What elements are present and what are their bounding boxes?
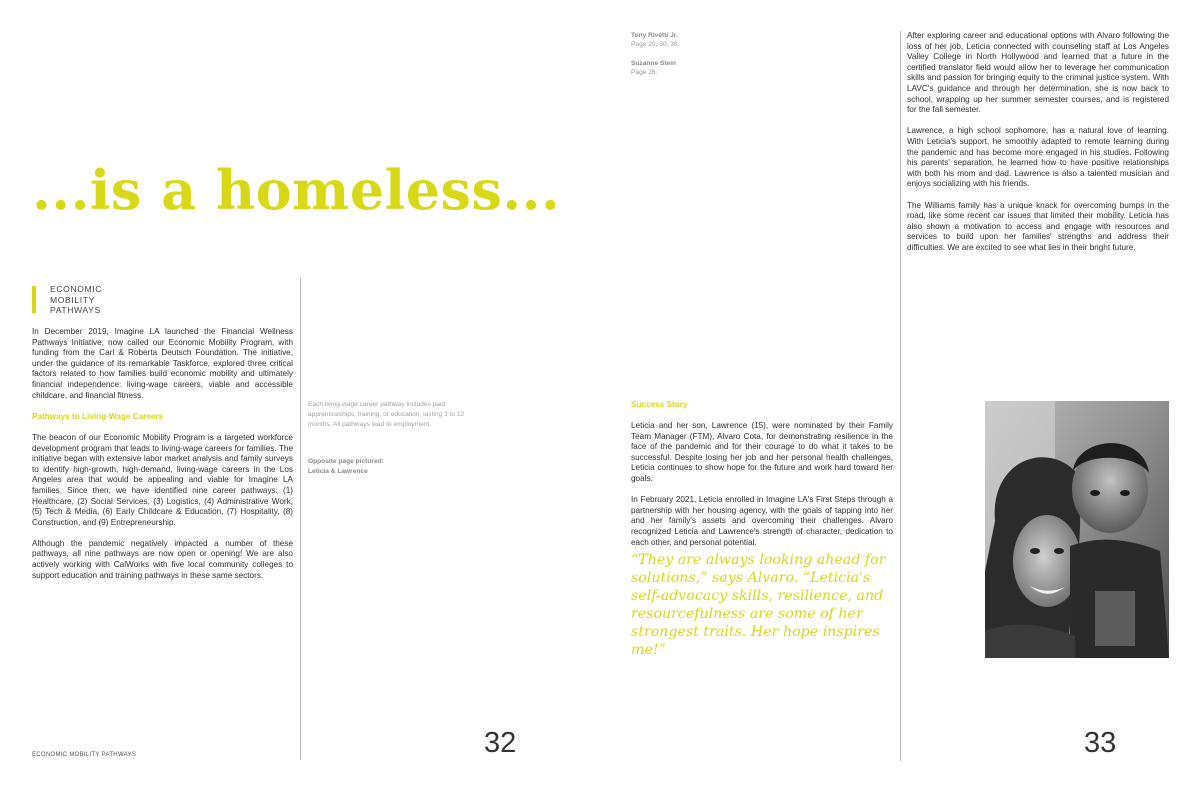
column-divider xyxy=(300,278,301,760)
column-divider xyxy=(900,31,901,761)
opposite-caption xyxy=(308,457,480,476)
opposite-names: Leticia & Lawrence xyxy=(308,467,368,475)
photo-credits xyxy=(631,31,751,87)
right-story-column xyxy=(907,31,1169,264)
credit-name: Suzanne Stein xyxy=(631,60,677,67)
success-column xyxy=(631,421,893,559)
credit-name: Tony Rivetti Jr. xyxy=(631,32,678,39)
intro-paragraph: In December 2019, Imagine LA launched the Financial Wellness Pathways Initiative, now called our Economic Mobility Program, with funding from the Carl & Roberta Deutsch Foundation. The initiative, under the guidance of its remarkable Taskforce, explored three critical factors related to how families build economic mobility and ultimately financial independence: living-wage careers, viable and accessible childcare, and financial fitness. xyxy=(32,327,293,400)
left-main-column xyxy=(32,327,293,592)
section-label-line: MOBILITY xyxy=(50,294,95,305)
headline: ...is a homeless... xyxy=(32,158,561,222)
sidenote: Each living-wage career pathway includes paid apprenticeships, training, or education, lasting 3 to 12 months. All pathways lead to employment. xyxy=(308,401,465,428)
section-label-line: ECONOMIC xyxy=(50,284,103,294)
footer-label: ECONOMIC MOBILITY PATHWAYS xyxy=(32,752,137,758)
pathways-heading: Pathways to Living-Wage Careers xyxy=(32,411,164,421)
pathways-paragraph: The beacon of our Economic Mobility Program is a targeted workforce development program that leads to living-wage careers for families. The initiative began with extensive labor market analysis and family surveys to identify high-growth, high-demand, living-wage careers in the Los Angeles area that would be appealing and viable for Imagine LA families. Since then, we have identified nine career pathways: (1) Healthcare, (2) Social Services, (3) Logistics, (4) Administrative Work, (5) Tech & Media, (6) Early Childcare & Education, (7) Hospitality, (8) Construction, and (9) Entrepreneurship. xyxy=(32,432,293,527)
success-paragraph: In February 2021, Leticia enrolled in Imagine LA's First Steps through a partnership with her housing agency, with the goals of tapping into her and her family's assets and overcoming their challenges. Alvaro recognized Leticia and Lawrence's strength of character, dedication to each other, and personal potential. xyxy=(631,495,893,547)
pathways-paragraph: Although the pandemic negatively impacted a number of these pathways, all nine pathways are now open or opening! We are also actively working with CalWorks with five local community colleges to support education and training pathways in these same sectors. xyxy=(32,538,293,580)
story-paragraph: The Williams family has a unique knack for overcoming bumps in the road, like some recent car issues that limited their mobility. Leticia has also shown a motivation to access and engage with resources and services to build upon her families' strengths and address their difficulties. We are excited to see what lies in their bright future. xyxy=(907,200,1169,252)
opposite-label: Opposite page pictured: xyxy=(308,458,384,465)
family-photo xyxy=(985,401,1169,658)
section-label-bar xyxy=(32,286,36,313)
section-label xyxy=(50,284,102,316)
page-number-right: 33 xyxy=(1084,727,1117,759)
section-label-line: PATHWAYS xyxy=(50,305,101,315)
story-paragraph: Lawrence, a high school sophomore, has a natural love of learning. With Leticia's support, he smoothly adapted to remote learning during the pandemic and has become more engaged in his studies. Following his parents' separation, he learned how to have positive relationships with both his mom and dad. Lawrence is also a talented musician and enjoys socializing with his friends. xyxy=(907,126,1169,189)
family-photo-illustration xyxy=(985,401,1169,658)
story-paragraph: After exploring career and educational options with Alvaro following the loss of her job, Leticia connected with counseling staff at Los Angeles Valley College in North Hollywood and learned that a future in the certified translator field would allow her to leverage her communication skills and passion for bringing equity to the criminal justice system. With LAVC's guidance and through her determination, she is now back to school, wrapping up her summer semester courses, and is registered for the fall semester. xyxy=(907,31,1169,115)
credit-pages: Page 26. xyxy=(631,69,658,76)
success-heading: Success Story xyxy=(631,400,688,409)
pull-quote: “They are always looking ahead for solutions,” says Alvaro. “Leticia's self-advocacy skills, resilience, and resourcefulness are some of her strongest traits. Her hope inspires me!” xyxy=(631,552,886,658)
credit-pages: Page 20, 30, 38. xyxy=(631,41,680,48)
success-paragraph: Leticia and her son, Lawrence (15), were nominated by their Family Team Manager (FTM), Alvaro Cota, for demonstrating resilience in the face of the pandemic and for their courage to do what it takes to be successful. Despite losing her job and her personal health challenges, Leticia continues to show hope for the future and work hard toward her goals. xyxy=(631,421,893,483)
page-number-left: 32 xyxy=(484,727,517,759)
